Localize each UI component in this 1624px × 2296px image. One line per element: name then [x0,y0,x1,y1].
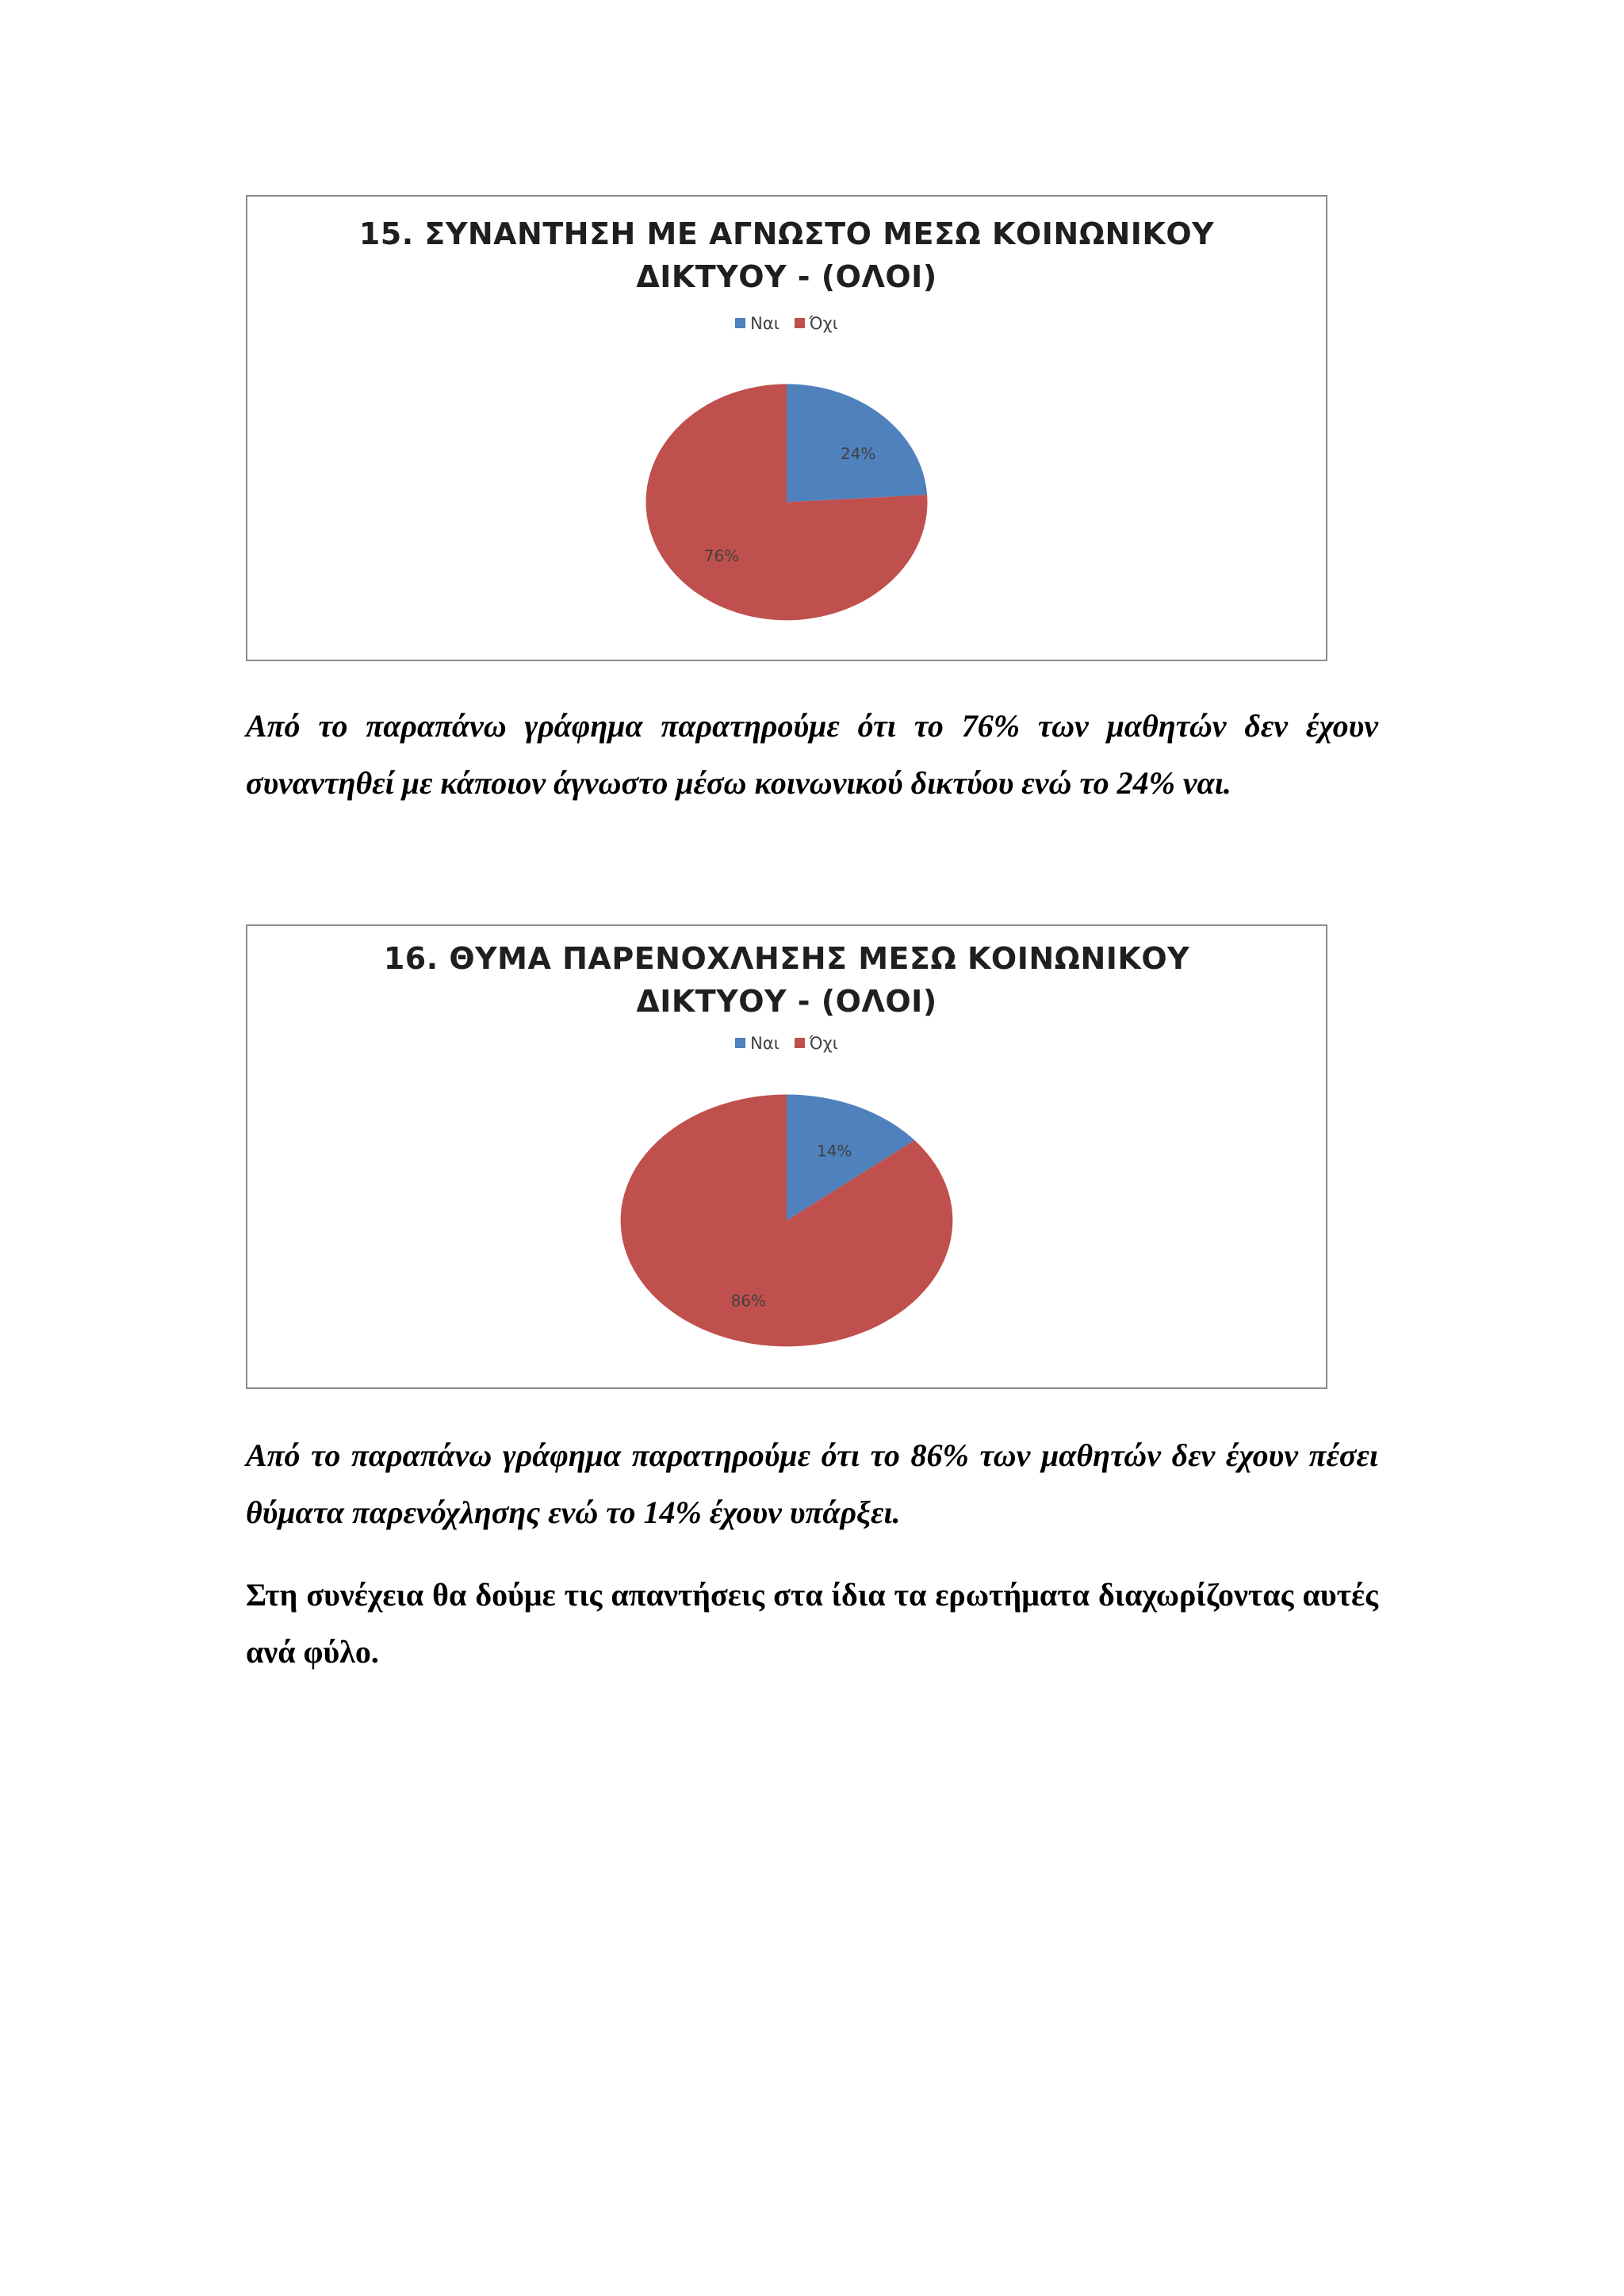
chart-title [247,212,1326,298]
chart-16-description: Από το παραπάνω γράφημα παρατηρούμε ότι το 86% των μαθητών δεν έχουν πέσει θύματα παρενόχλησης ενώ το 14% έχουν υπάρξει. [246,1437,1378,1530]
chart-15-description: Από το παραπάνω γράφημα παρατηρούμε ότι το 76% των μαθητών δεν έχουν συναντηθεί με κάποιον άγνωστο μέσω κοινωνικού δικτύου ενώ το 24% ναι. [246,708,1378,801]
pie-data-label-yes: 14% [817,1142,852,1161]
chart-title-line-1: 15. ΣΥΝΑΝΤΗΣΗ ΜΕ ΑΓΝΩΣΤΟ ΜΕΣΩ ΚΟΙΝΩΝΙΚΟΥ [358,216,1215,251]
legend-label-yes: Ναι [750,1034,779,1053]
chart-title-line-1: 16. ΘΥΜΑ ΠΑΡΕΝΟΧΛΗΣΗΣ ΜΕΣΩ ΚΟΙΝΩΝΙΚΟΥ [383,941,1190,976]
pie-data-label-yes: 24% [841,445,876,464]
legend-item-no [795,1034,838,1053]
legend-swatch-no [795,318,805,328]
chart-title [247,937,1326,1023]
legend-swatch-yes [735,1038,745,1048]
chart-15-meeting-stranger [246,195,1327,661]
chart-16-harassment-victim [246,924,1327,1389]
pie-data-label-no: 86% [730,1292,767,1311]
legend-swatch-no [795,1038,805,1048]
chart-legend [247,1034,1326,1053]
pie-data-label-no: 76% [703,547,740,566]
legend-swatch-yes [735,318,745,328]
chart-title-line-2: ΔΙΚΤΥΟΥ - (ΟΛΟΙ) [636,259,937,294]
section-transition-text: Στη συνέχεια θα δούμε τις απαντήσεις στα ίδια τα ερωτήματα διαχωρίζοντας αυτές ανά φύλο. [246,1577,1378,1670]
chart-title-line-2: ΔΙΚΤΥΟΥ - (ΟΛΟΙ) [636,984,937,1019]
chart-legend [247,314,1326,333]
legend-label-yes: Ναι [750,314,779,333]
legend-item-yes [735,1034,779,1053]
legend-item-yes [735,314,779,333]
legend-item-no [795,314,838,333]
legend-label-no: Όχι [809,314,838,333]
pie-slice-yes [787,384,927,502]
legend-label-no: Όχι [809,1034,838,1053]
